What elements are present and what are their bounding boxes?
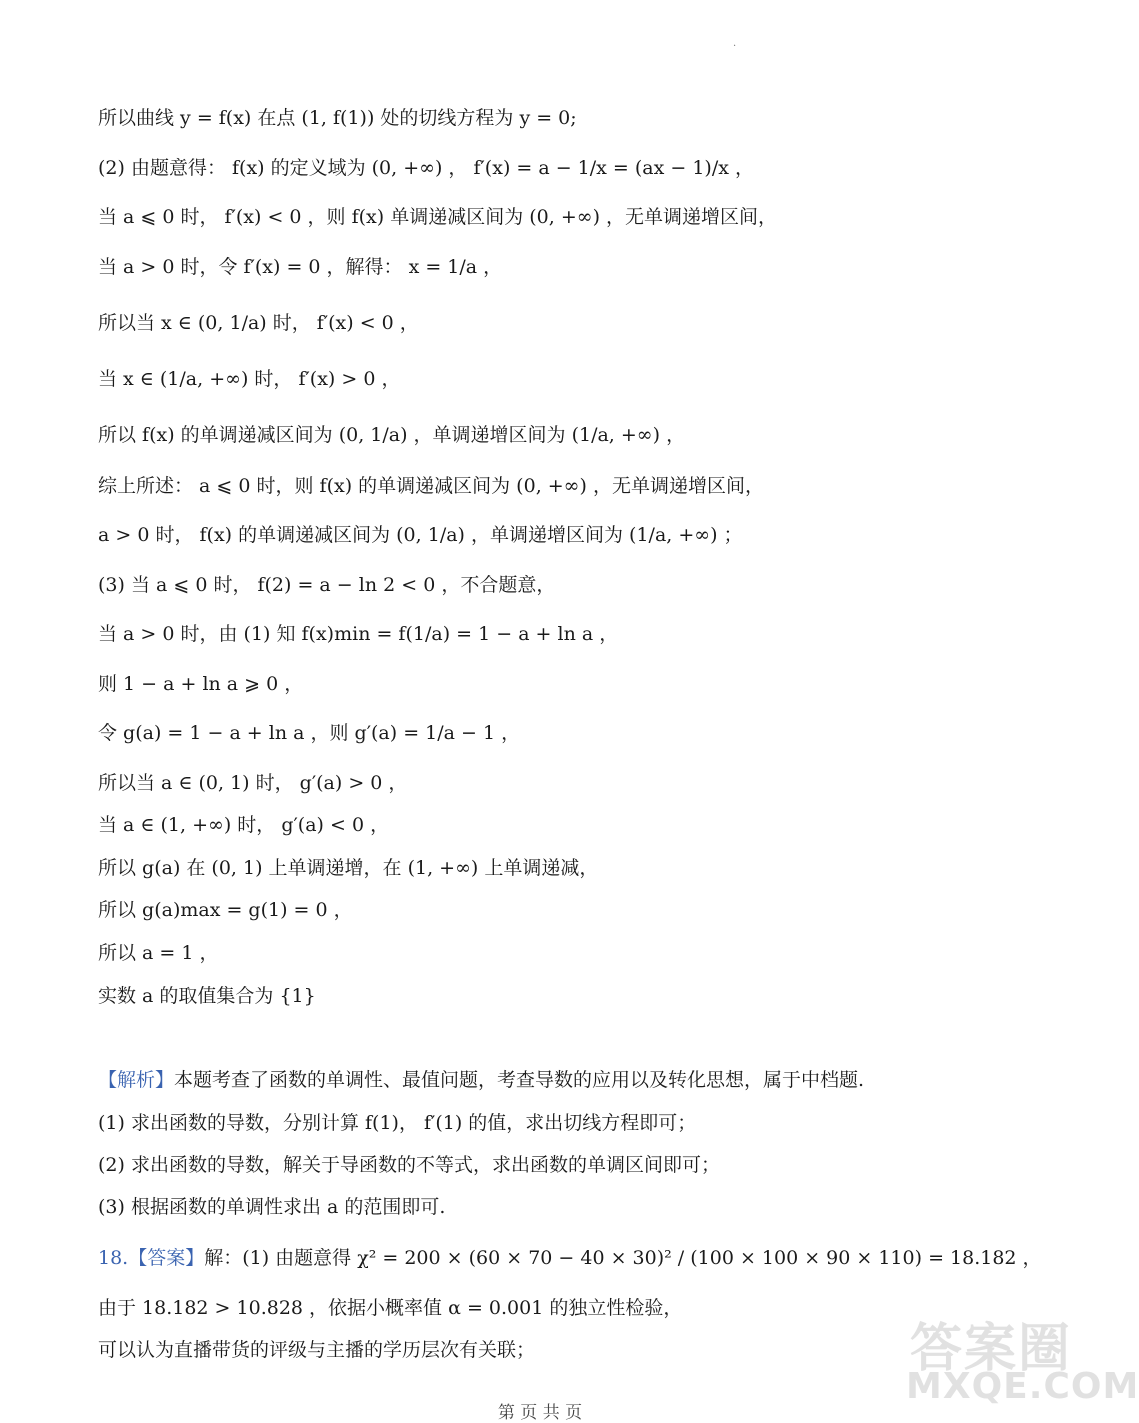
solution-line-7: 所以 f(x) 的单调递减区间为 (0, 1/a) ，单调递增区间为 (1/a, +∞) ， (98, 424, 686, 446)
page-footer: 第 页 共 页 (497, 1403, 583, 1423)
analysis-label: 【解析】 (98, 1069, 175, 1091)
solution-line-13: 令 g(a) = 1 − a + ln a ，则 g′(a) = 1/a − 1 ， (98, 722, 521, 744)
solution-line-8: 综上所述： a ⩽ 0 时，则 f(x) 的单调递减区间为 (0, +∞) ，无单调递增区间， (98, 475, 764, 497)
top-mark: . (733, 38, 737, 49)
solution-line-19: 实数 a 的取值集合为 {1} (98, 985, 316, 1007)
solution-line-4: 当 a > 0 时，令 f′(x) = 0 ，解得： x = 1/a ， (98, 256, 503, 278)
q18-line-2: 由于 18.182 > 10.828 ，依据小概率值 α = 0.001 的独立性检验， (98, 1297, 683, 1319)
solution-line-17: 所以 g(a)max = g(1) = 0 ， (98, 899, 353, 921)
analysis-line (98, 1066, 1040, 1094)
q18-line-3: 可以认为直播带货的评级与主播的学历层次有关联； (98, 1339, 536, 1361)
solution-line-10: (3) 当 a ⩽ 0 时， f(2) = a − ln 2 < 0 ，不合题意， (98, 574, 556, 596)
watermark-logo (880, 1300, 1139, 1411)
solution-line-9: a > 0 时， f(x) 的单调递减区间为 (0, 1/a) ，单调递增区间为 (1/a, +∞) ； (98, 524, 743, 546)
analysis-item-1: (1) 求出函数的导数，分别计算 f(1)， f′(1) 的值，求出切线方程即可； (98, 1112, 697, 1134)
solution-line-12: 则 1 − a + ln a ⩾ 0 ， (98, 673, 304, 695)
solution-line-11: 当 a > 0 时，由 (1) 知 f(x)min = f(1/a) = 1 − a + ln a ， (98, 623, 619, 645)
analysis-item-3: (3) 根据函数的单调性求出 a 的范围即可. (98, 1196, 446, 1218)
watermark-bottom-text: MXQE.COM (906, 1366, 1139, 1407)
solution-line-15: 当 a ∈ (1, +∞) 时， g′(a) < 0 ， (98, 814, 390, 836)
solution-line-2: (2) 由题意得： f(x) 的定义域为 (0, +∞) ， f′(x) = a − 1/x = (ax − 1)/x ， (98, 157, 754, 179)
solution-line-6: 当 x ∈ (1/a, +∞) 时， f′(x) > 0 ， (98, 368, 401, 390)
solution-line-3: 当 a ⩽ 0 时， f′(x) < 0 ，则 f(x) 单调递减区间为 (0, +∞) ，无单调递增区间， (98, 206, 778, 228)
solution-line-16: 所以 g(a) 在 (0, 1) 上单调递增，在 (1, +∞) 上单调递减， (98, 857, 599, 879)
q18-label: 18.【答案】 (98, 1247, 205, 1269)
analysis-text: 本题考查了函数的单调性、最值问题，考查导数的应用以及转化思想，属于中档题. (174, 1069, 865, 1091)
solution-line-1: 所以曲线 y = f(x) 在点 (1, f(1)) 处的切线方程为 y = 0; (98, 107, 577, 129)
solution-line-5: 所以当 x ∈ (0, 1/a) 时， f′(x) < 0 ， (98, 312, 419, 334)
solution-line-14: 所以当 a ∈ (0, 1) 时， g′(a) > 0 ， (98, 772, 408, 794)
q18-text: 解：(1) 由题意得 χ² = 200 × (60 × 70 − 40 × 30)² / (100 × 100 × 90 × 110) = 18.182 ， (204, 1247, 1042, 1269)
solution-line-18: 所以 a = 1 ， (98, 942, 219, 964)
q18-line-1 (98, 1244, 1040, 1272)
watermark-top-text: 答案圈 (910, 1319, 1073, 1379)
analysis-item-2: (2) 求出函数的导数，解关于导函数的不等式，求出函数的单调区间即可； (98, 1154, 720, 1176)
